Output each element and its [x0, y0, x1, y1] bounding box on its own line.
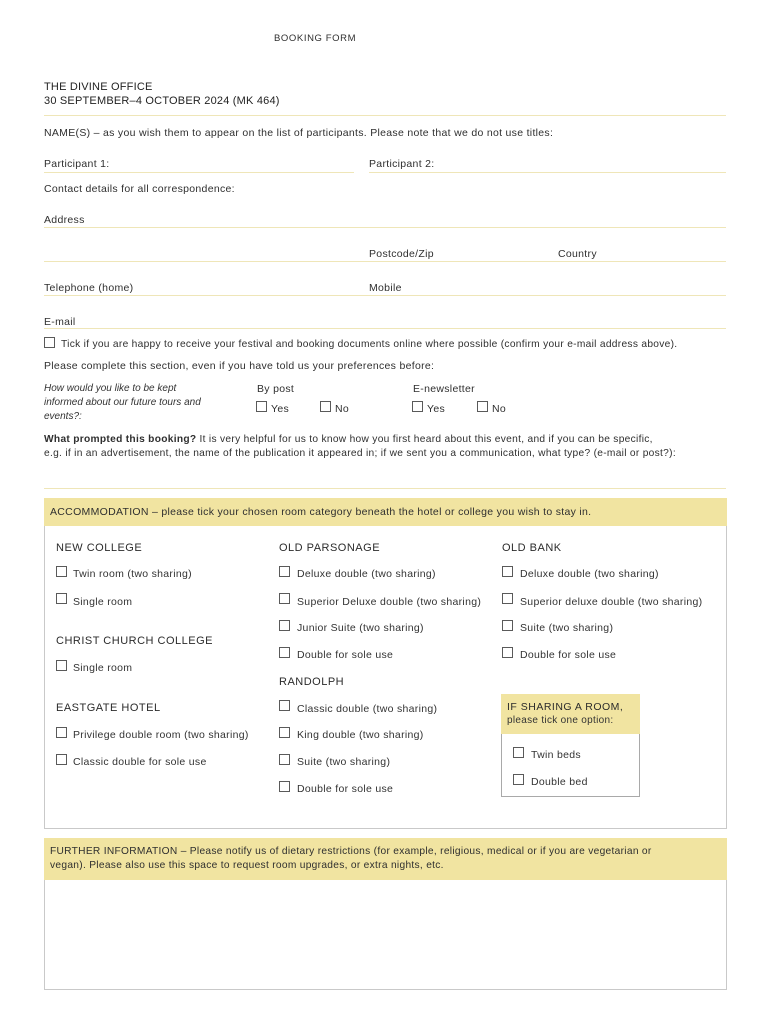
- sharing-title: IF SHARING A ROOM,: [507, 701, 624, 713]
- accommodation-title: [50, 506, 591, 518]
- new-college-twin-label: Twin room (two sharing): [73, 568, 192, 580]
- names-instruction: NAME(S) – as you wish them to appear on the list of participants. Please note that we do not use titles:: [44, 127, 554, 139]
- preferences-heading: Please complete this section, even if you have told us your preferences before:: [44, 360, 435, 372]
- further-info-text: – Please notify us of dietary restrictions (for example, religious, medical or if you are vegetarian or: [177, 846, 652, 857]
- post-no-label: No: [335, 403, 350, 415]
- new-college-twin-checkbox[interactable]: [56, 566, 67, 577]
- eastgate-classic-checkbox[interactable]: [56, 754, 67, 765]
- enewsletter-label: E-newsletter: [413, 383, 475, 395]
- participant1-field[interactable]: [44, 172, 354, 173]
- randolph-heading: RANDOLPH: [279, 676, 345, 688]
- randolph-classic-checkbox[interactable]: [279, 700, 290, 711]
- email-field[interactable]: [44, 328, 726, 329]
- post-no-checkbox[interactable]: [320, 401, 331, 412]
- old-parsonage-junior-label: Junior Suite (two sharing): [297, 622, 424, 634]
- event-name: THE DIVINE OFFICE: [44, 81, 153, 93]
- new-college-heading: NEW COLLEGE: [56, 542, 143, 554]
- new-college-single-label: Single room: [73, 596, 133, 608]
- further-info-title: FURTHER INFORMATION: [50, 846, 178, 857]
- old-bank-superior-label: Superior deluxe double (two sharing): [520, 596, 703, 608]
- prompted-line2: e.g. if in an advertisement, the name of the publication it appeared in; if we sent you a communication, what type? (e-mail or post?):: [44, 448, 676, 459]
- post-yes-checkbox[interactable]: [256, 401, 267, 412]
- christ-church-heading: CHRIST CHURCH COLLEGE: [56, 635, 213, 647]
- randolph-classic-label: Classic double (two sharing): [297, 703, 438, 715]
- prompted-bold: What prompted this booking?: [44, 434, 197, 445]
- newsletter-no-label: No: [492, 403, 507, 415]
- old-parsonage-superior-checkbox[interactable]: [279, 593, 290, 604]
- prompted-question: [44, 434, 653, 445]
- old-parsonage-junior-checkbox[interactable]: [279, 620, 290, 631]
- country-label: Country: [558, 248, 597, 260]
- old-parsonage-sole-checkbox[interactable]: [279, 647, 290, 658]
- old-parsonage-deluxe-label: Deluxe double (two sharing): [297, 568, 436, 580]
- participant1-label: Participant 1:: [44, 158, 110, 170]
- twin-beds-checkbox[interactable]: [513, 747, 524, 758]
- post-yes-label: Yes: [271, 403, 290, 415]
- new-college-single-checkbox[interactable]: [56, 593, 67, 604]
- email-label: E-mail: [44, 316, 76, 328]
- further-info-line2: vegan). Please also use this space to request room upgrades, or extra nights, etc.: [50, 860, 444, 871]
- randolph-suite-label: Suite (two sharing): [297, 756, 391, 768]
- newsletter-no-checkbox[interactable]: [477, 401, 488, 412]
- keep-informed-question: How would you like to be kept informed about our future tours and events?:: [44, 383, 201, 422]
- sharing-subtitle: please tick one option:: [507, 715, 614, 726]
- randolph-suite-checkbox[interactable]: [279, 754, 290, 765]
- online-docs-checkbox[interactable]: [44, 337, 55, 348]
- mobile-label: Mobile: [369, 282, 402, 294]
- newsletter-yes-label: Yes: [427, 403, 446, 415]
- old-parsonage-superior-label: Superior Deluxe double (two sharing): [297, 596, 482, 608]
- participant2-field[interactable]: [369, 172, 726, 173]
- form-title: BOOKING FORM: [274, 33, 357, 44]
- prompted-rest: It is very helpful for us to know how you first heard about this event, and if you can be specific,: [196, 434, 653, 445]
- further-info-line1: [50, 846, 652, 857]
- telephone-field[interactable]: [44, 295, 726, 296]
- old-bank-superior-checkbox[interactable]: [502, 593, 513, 604]
- randolph-sole-checkbox[interactable]: [279, 781, 290, 792]
- old-bank-suite-label: Suite (two sharing): [520, 622, 614, 634]
- address-label: Address: [44, 214, 85, 226]
- prompted-field[interactable]: [44, 488, 726, 489]
- randolph-sole-label: Double for sole use: [297, 783, 394, 795]
- eastgate-classic-label: Classic double for sole use: [73, 756, 207, 768]
- old-bank-sole-checkbox[interactable]: [502, 647, 513, 658]
- old-bank-deluxe-checkbox[interactable]: [502, 566, 513, 577]
- double-bed-checkbox[interactable]: [513, 774, 524, 785]
- further-info-header: [44, 838, 727, 880]
- telephone-label: Telephone (home): [44, 282, 134, 294]
- old-bank-suite-checkbox[interactable]: [502, 620, 513, 631]
- newsletter-yes-checkbox[interactable]: [412, 401, 423, 412]
- double-bed-label: Double bed: [531, 776, 588, 788]
- participant2-label: Participant 2:: [369, 158, 435, 170]
- by-post-label: By post: [257, 383, 295, 395]
- divider: [44, 115, 726, 116]
- address-field[interactable]: [44, 227, 726, 228]
- accommodation-subtitle: – please tick your chosen room category beneath the hotel or college you wish to stay in.: [148, 506, 592, 518]
- randolph-king-checkbox[interactable]: [279, 727, 290, 738]
- postcode-label: Postcode/Zip: [369, 248, 434, 260]
- christ-church-single-checkbox[interactable]: [56, 660, 67, 671]
- christ-church-single-label: Single room: [73, 662, 133, 674]
- online-docs-label: Tick if you are happy to receive your festival and booking documents online where possible (confirm your e-mail address above).: [61, 339, 678, 350]
- event-dates: 30 SEPTEMBER–4 OCTOBER 2024 (MK 464): [44, 95, 280, 107]
- accommodation-title-text: ACCOMMODATION: [50, 506, 149, 518]
- old-parsonage-heading: OLD PARSONAGE: [279, 542, 381, 554]
- postcode-field[interactable]: [44, 261, 726, 262]
- eastgate-privilege-checkbox[interactable]: [56, 727, 67, 738]
- twin-beds-label: Twin beds: [531, 749, 581, 761]
- old-bank-deluxe-label: Deluxe double (two sharing): [520, 568, 659, 580]
- sharing-header: [501, 694, 640, 734]
- contact-heading: Contact details for all correspondence:: [44, 183, 235, 195]
- eastgate-privilege-label: Privilege double room (two sharing): [73, 729, 249, 741]
- eastgate-heading: EASTGATE HOTEL: [56, 702, 161, 714]
- old-parsonage-sole-label: Double for sole use: [297, 649, 394, 661]
- randolph-king-label: King double (two sharing): [297, 729, 424, 741]
- old-parsonage-deluxe-checkbox[interactable]: [279, 566, 290, 577]
- old-bank-sole-label: Double for sole use: [520, 649, 617, 661]
- old-bank-heading: OLD BANK: [502, 542, 562, 554]
